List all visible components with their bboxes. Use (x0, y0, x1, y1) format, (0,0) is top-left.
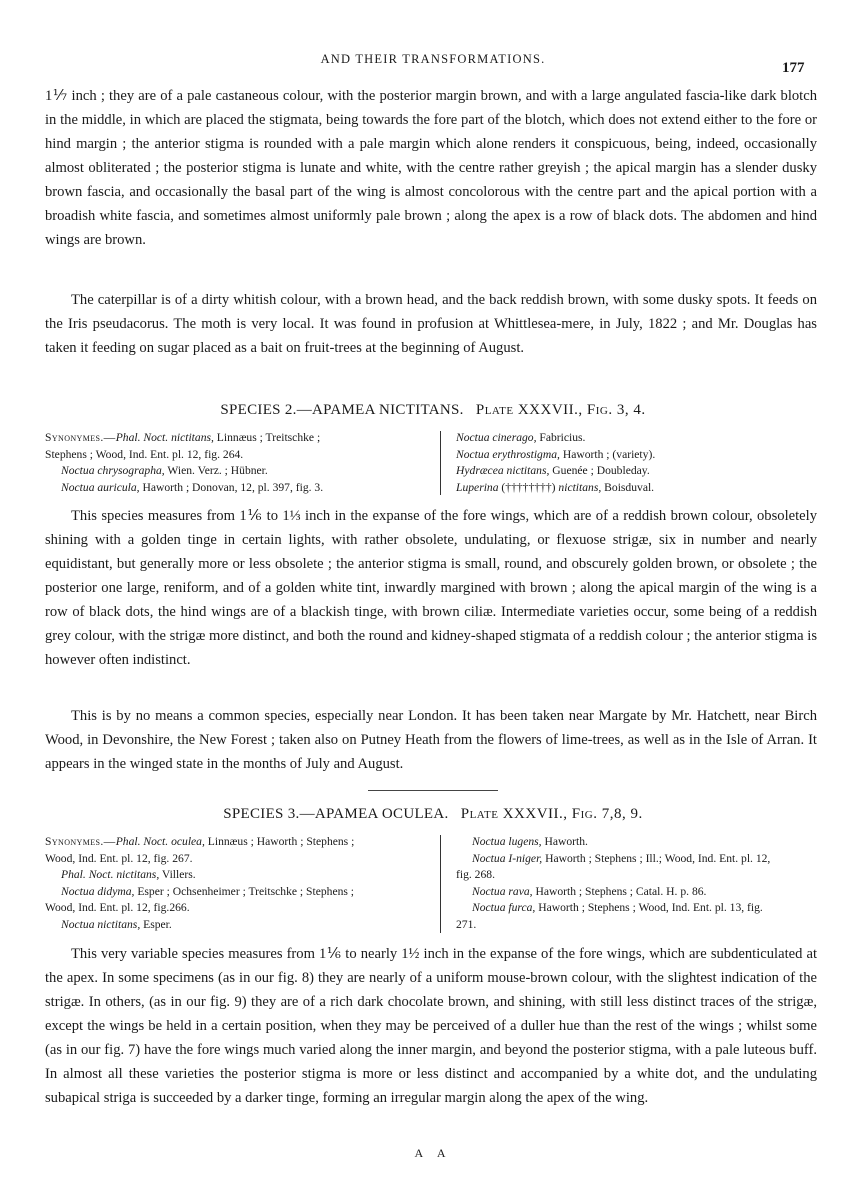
synonym-line: Stephens ; Wood, Ind. Ent. pl. 12, fig. 264. (45, 447, 244, 461)
synonyms-label: Synonymes.— (45, 835, 116, 848)
species-3-title: SPECIES 3.—APAMEA OCULEA. (223, 806, 449, 822)
synonym-authority: Haworth ; (variety). (559, 447, 656, 461)
synonym-authority: Boisduval. (601, 480, 655, 494)
synonym-name: Noctua didyma, (61, 884, 135, 898)
synonym-name: Noctua furca, (472, 901, 536, 914)
section-divider (368, 790, 498, 791)
synonym-line: 271. (456, 917, 477, 931)
synonym-name: Noctua lugens, (472, 835, 542, 848)
synonym-authority: Haworth. (541, 835, 588, 848)
synonym-name: Noctua erythrostigma, (456, 447, 560, 461)
species-2-synonyms-right (456, 430, 818, 496)
synonym-name: Noctua chrysographa, (61, 464, 165, 477)
species-2-paragraph-1: This species measures from 1⅙ to 1⅓ inch in the expanse of the fore wings, which are of a reddish brown colour, obsoletely shining with a golden tinge in certain lights, with rather obsolete, undulating, or flexuose strigæ, six in number and nearly equidistant, but generally more or less obsolete ; the anterior stigma is small, round, and obscurely golden brown, or obsolete ; the posterior one large, reniform, and of a golden white tint, inwardly margined with brown ; along the apical margin of the wing is a row of black dots, the hind wings are of a blackish tinge, with brown ciliæ. Intermediate varieties occur, some being of a reddish grey colour, with the strigæ more distinct, and both the round and kidney-shaped stigmata of a reddish colour ; the anterior stigma is however often indistinct. (45, 508, 817, 668)
synonyms-label: Synonymes.— (45, 431, 116, 444)
synonym-authority: Haworth ; Donovan, 12, pl. 397, fig. 3. (139, 480, 324, 494)
synonym-line: Wood, Ind. Ent. pl. 12, fig. 267. (45, 851, 193, 865)
species-3-synonyms-right (456, 834, 818, 933)
species-3-synonyms-left (45, 834, 427, 933)
running-head: AND THEIR TRANSFORMATIONS. (320, 52, 546, 66)
synonym-column-divider (440, 835, 441, 933)
synonym-column-divider (440, 431, 441, 495)
synonym-authority: Haworth ; Stephens ; Ill.; Wood, Ind. Ent. pl. 12, (542, 851, 771, 865)
synonym-authority: Linnæus ; Haworth ; Stephens ; (204, 835, 355, 848)
synonym-authority: Fabricius. (536, 431, 586, 444)
synonym-name: Phal. Noct. oculea, (115, 835, 205, 848)
species-3-plate: Plate XXXVII., Fig. 7,8, 9. (460, 806, 643, 822)
synonym-authority: Guenée ; Doubleday. (549, 464, 650, 477)
synonym-name: Noctua nictitans, (61, 917, 141, 931)
synonym-authority: Haworth ; Stephens ; Catal. H. p. 86. (532, 884, 707, 898)
intro-paragraph-1: 1⅐ inch ; they are of a pale castaneous colour, with the posterior margin brown, and with a large angulated fascia-like dark blotch in the middle, in which are placed the stigmata, being towards the fore part of the blotch, which does not extend either to the fore or hind margin ; the anterior stigma is rounded with a pale margin which alone renders it conspicuous, being, indeed, occasionally almost obliterated ; the posterior stigma is lunate and white, with the centre rather greyish ; the apical margin has a slender dusky brown fascia, and occasionally the basal part of the wing is almost concolorous with the centre part and the apical portion with a broadish white fascia, and sometimes almost uniformly pale brown ; along the apex is a row of black dots. The abdomen and hind wings are brown. (45, 88, 817, 248)
synonym-name: Noctua rava, (472, 884, 533, 898)
synonym-authority: Esper ; Ochsenheimer ; Treitschke ; Stephens ; (134, 884, 355, 898)
page-number: 177 (782, 60, 805, 76)
synonym-line: fig. 268. (456, 868, 495, 881)
synonym-authority: Wien. Verz. ; Hübner. (164, 464, 268, 477)
species-3-heading (0, 806, 866, 823)
synonym-authority: Villers. (159, 868, 196, 881)
species-2-paragraph-2: This is by no means a common species, especially near London. It has been taken near Margate by Mr. Hatchett, near Birch Wood, in Devonshire, the New Forest ; taken also on Putney Heath from the flowers of lime-trees, as well as in the Isle of Arran. It appears in the winged state in the months of July and August. (45, 708, 817, 772)
species-2-plate: Plate XXXVII., Fig. 3, 4. (475, 402, 646, 418)
synonym-name: Phal. Noct. nictitans, (115, 431, 214, 444)
synonym-name: Phal. Noct. nictitans, (61, 868, 160, 881)
synonym-name: nictitans, (558, 480, 602, 494)
species-2-heading (0, 402, 866, 419)
synonym-name: Noctua auricula, (61, 480, 140, 494)
synonym-authority: Haworth ; Stephens ; Wood, Ind. Ent. pl. 13, fig. (535, 901, 763, 914)
synonym-name: Luperina (456, 480, 499, 494)
synonym-name: Noctua cinerago, (456, 431, 537, 444)
signature-mark: A A (414, 1146, 452, 1160)
intro-paragraph-2: The caterpillar is of a dirty whitish colour, with a brown head, and the back reddish brown, with some dusky spots. It feeds on the Iris pseudacorus. The moth is very local. It was found in profusion at Whittlesea-mere, in July, 1822 ; and Mr. Douglas has taken it feeding on sugar placed as a bait on fruit-trees at the beginning of August. (45, 292, 817, 356)
synonym-line: Wood, Ind. Ent. pl. 12, fig.266. (45, 901, 190, 914)
species-2-title: SPECIES 2.—APAMEA NICTITANS. (220, 402, 464, 418)
species-3-paragraph-1: This very variable species measures from 1⅙ to nearly 1½ inch in the expanse of the fore wings, which are subdenticulated at the apex. In some specimens (as in our fig. 8) they are nearly of a uniform mouse-brown colour, with the slightest indication of the strigæ. In others, (as in our fig. 9) they are of a rich dark chocolate brown, and shining, with still less distinct traces of the strigæ, except the wings be held in a certain position, when they may be perceived of a duller hue than the rest of the wings ; whilst some (as in our fig. 7) have the fore wings much varied along the inner margin, and beyond the posterior stigma, with a pale luteous buff. In almost all these varieties the posterior stigma is more or less distinct and accompanied by a white dot, and the undulating subapical striga is succeeded by a darker tinge, forming an irregular margin along the apex of the wing. (45, 946, 817, 1106)
synonym-authority: Esper. (140, 917, 172, 931)
synonym-authority: Linnæus ; Treitschke ; (213, 431, 321, 444)
species-2-synonyms-left (45, 430, 427, 496)
synonym-daggers: (††††††††) (498, 480, 559, 494)
synonym-name: Noctua I-niger, (472, 851, 543, 865)
synonym-name: Hydræcea nictitans, (456, 464, 550, 477)
